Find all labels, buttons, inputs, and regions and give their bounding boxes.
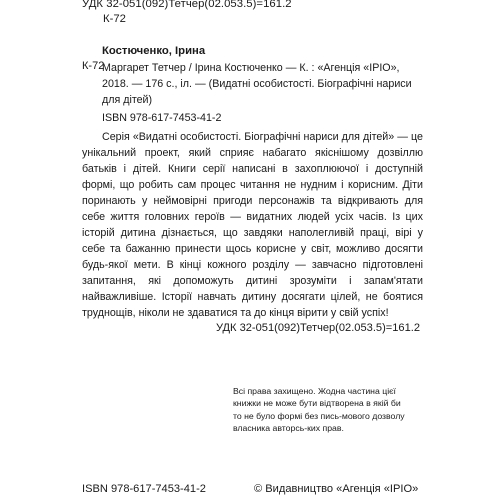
footer-copyright: © Видавництво «Агенція «IPIO»: [254, 483, 419, 495]
header-udk: УДК 32-051(092)Тетчер(02.053.5)=161.2: [82, 0, 292, 10]
catalog-author: Костюченко, Ірина: [102, 45, 206, 57]
header-author-code: К-72: [103, 13, 126, 25]
footer-isbn: ISBN 978-617-7453-41-2: [82, 483, 206, 495]
udk-bottom: УДК 32-051(092)Тетчер(02.053.5)=161.2: [215, 322, 420, 334]
book-annotation: Серія «Видатні особистості. Біографічні нариси для дітей» — це унікальний проект, який сприяє набагато якіснішому дозвіллю батьків і дітей. Книги серії написані в захоплюючої і доступній формі, що робить сам процес читання не нудним і корисним. Діти поринають у неймовірні пригоди персонажів та відкривають для себе життя головних героїв — видатних людей усіх часів. Із цих історій дитина дізнається, що завдяки наполегливій праці, вірі у себе та бажанню принести щось корисне у світ, можливо досягти будь-якої мети. В кінці кожного розділу — завчасно підготовлені запитання, які допоможуть дитині зрозуміти і запам'ятати найважливіше. Історії навчать дитину досягати цілей, не боятися труднощів, ніколи не здаватися та до кінця вірити у свій успіх!: [82, 131, 423, 319]
catalog-description: Маргарет Тетчер / Ірина Костюченко — К. : «Агенція «IPIO», 2018. — 176 с., іл. — (Видатні особистості. Біографічні нариси для дітей): [102, 62, 412, 106]
catalog-isbn: ISBN 978-617-7453-41-2: [102, 112, 222, 124]
rights-notice: Всі права захищено. Жодна частина цієї книжки не може бути відтворена в якій би то не було формі без пись-мового дозволу власника авторсь-ких прав.: [233, 386, 405, 434]
catalog-code: К-72: [82, 60, 105, 72]
